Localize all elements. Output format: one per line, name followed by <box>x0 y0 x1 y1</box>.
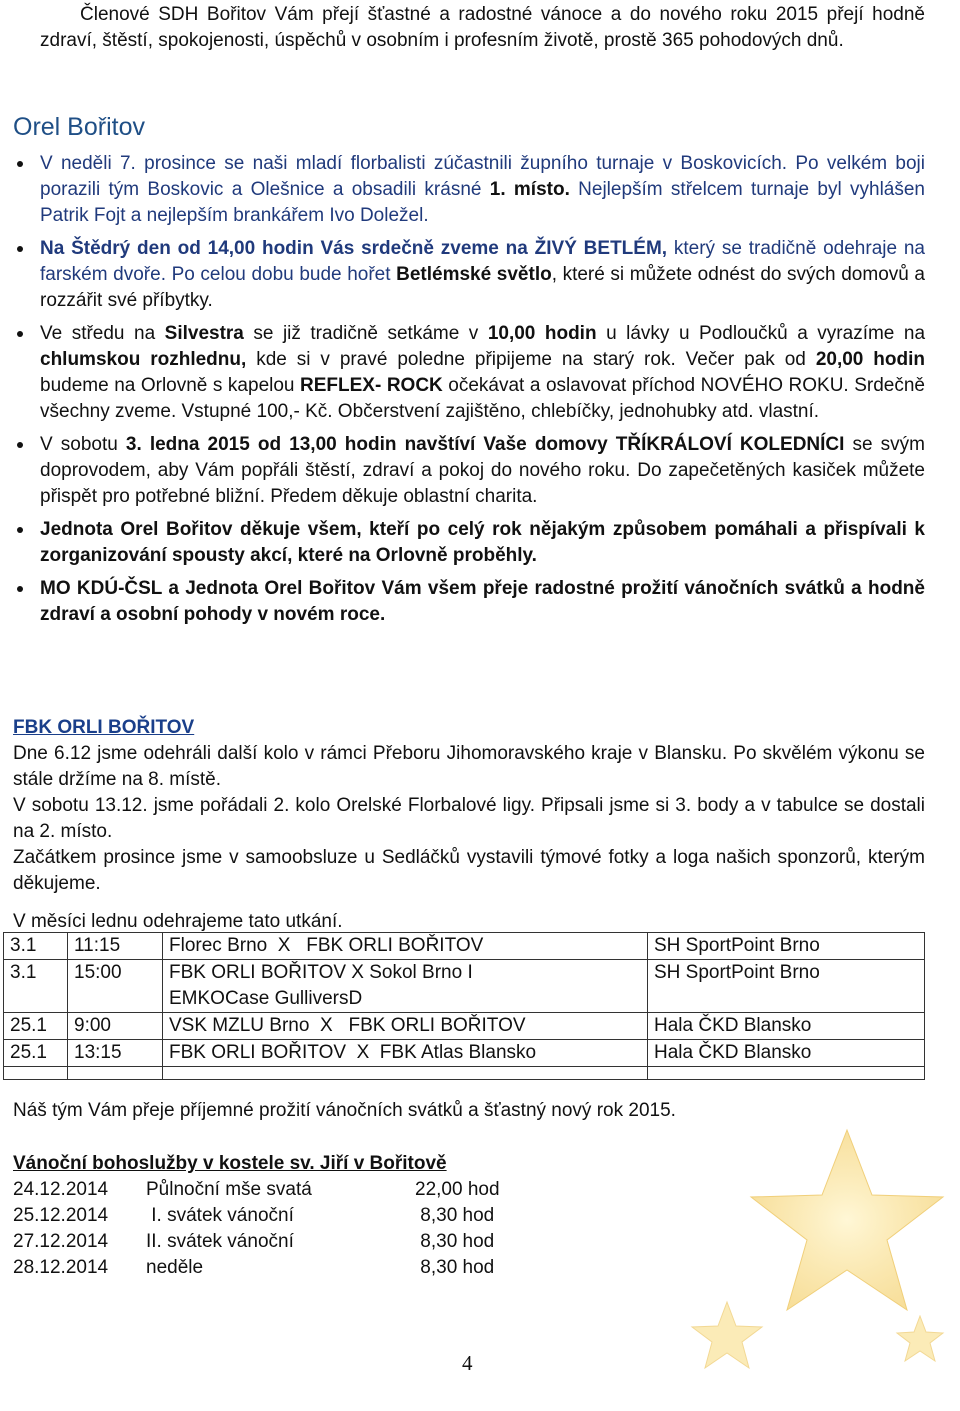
list-item: Jednota Orel Bořitov děkuje všem, kteří po celý rok nějakým způsobem pomáhali a přispívali k zorganizování spousty akcí, které na Orlovně proběhly. <box>40 517 925 569</box>
fbk-paragraph: Dne 6.12 jsme odehráli další kolo v rámci Přeboru Jihomoravského kraje v Blansku. Po skvělém výkonu se stále držíme na 8. místě. <box>13 743 925 790</box>
table-row-empty <box>4 1067 925 1080</box>
table-row <box>4 1013 925 1040</box>
table-row <box>4 960 925 1013</box>
match-time: 15:00 <box>68 960 163 1013</box>
match-date: 25.1 <box>4 1013 68 1040</box>
page-number: 4 <box>462 1351 473 1375</box>
mass-heading: Vánoční bohoslužby v kostele sv. Jiří v Bořitově <box>13 1153 447 1174</box>
list-item: MO KDÚ-ČSL a Jednota Orel Bořitov Vám všem přeje radostné prožití vánočních svátků a hodně zdraví a osobní pohody v novém roce. <box>40 576 925 628</box>
match-date: 3.1 <box>4 933 68 960</box>
match-venue: SH SportPoint Brno <box>648 960 925 1013</box>
match-teams: FBK ORLI BOŘITOV X Sokol Brno I EMKOCase GulliversD <box>163 960 648 1013</box>
mass-schedule <box>13 1177 613 1281</box>
fbk-paragraph: V sobotu 13.12. jsme pořádali 2. kolo Orelské Florbalové ligy. Připsali jsme si 3. body a v tabulce se dostali na 2. místo. <box>13 795 925 842</box>
mass-row: 25.12.2014 I. svátek vánoční 8,30 hod <box>13 1205 495 1226</box>
match-time: 13:15 <box>68 1040 163 1067</box>
match-teams: FBK ORLI BOŘITOV X FBK Atlas Blansko <box>163 1040 648 1067</box>
list-item: V sobotu 3. ledna 2015 od 13,00 hodin navštíví Vaše domovy TŘÍKRÁLOVÍ KOLEDNÍCI se svým doprovodem, aby Vám popřáli štěstí, zdraví a pokoj do nového roku. Do zapečetěných kasiček můžete přispět pro potřebné bližní. Předem děkuje oblastní charita. <box>40 432 925 510</box>
match-venue: Hala ČKD Blansko <box>648 1013 925 1040</box>
orel-heading: Orel Bořitov <box>13 113 145 141</box>
mass-row: 27.12.2014 II. svátek vánoční 8,30 hod <box>13 1231 495 1252</box>
list-item: Ve středu na Silvestra se již tradičně setkáme v 10,00 hodin u lávky u Podloučků a vyrazíme na chlumskou rozhlednu, kde si v pravé poledne připijeme na starý rok. Večer pak od 20,00 hodin budeme na Orlovně s kapelou REFLEX- ROCK očekávat a oslavovat příchod NOVÉHO ROKU. Srdečně všechny zveme. Vstupné 100,- Kč. Občerstvení zajištěno, chlebíčky, jednohubky atd. vlastní. <box>40 321 925 425</box>
mass-row: 24.12.2014 Půlnoční mše svatá 22,00 hod <box>13 1179 500 1200</box>
table-row <box>4 1040 925 1067</box>
matches-table <box>3 932 925 1080</box>
match-date: 25.1 <box>4 1040 68 1067</box>
small-star-icon <box>690 1300 765 1370</box>
small-star-icon <box>895 1315 945 1363</box>
match-venue: SH SportPoint Brno <box>648 933 925 960</box>
table-row <box>4 933 925 960</box>
match-teams: Florec Brno X FBK ORLI BOŘITOV <box>163 933 648 960</box>
list-item: V neděli 7. prosince se naši mladí florbalisti zúčastnili župního turnaje v Boskovicích. Po velkém boji porazili tým Boskovic a Olešnice a obsadili krásné 1. místo. Nejlepším střelcem turnaje byl vyhlášen Patrik Fojt a nejlepším brankářem Ivo Doležel. <box>40 151 925 229</box>
match-time: 9:00 <box>68 1013 163 1040</box>
fbk-greeting: Náš tým Vám přeje příjemné prožití vánočních svátků a šťastný nový rok 2015. <box>13 1100 676 1121</box>
fbk-paragraph: Začátkem prosince jsme v samoobsluze u Sedláčků vystavili týmové fotky a loga našich sponzorů, kterým děkujeme. <box>13 847 925 894</box>
fbk-heading: FBK ORLI BOŘITOV <box>13 717 195 738</box>
intro-paragraph: Členové SDH Bořitov Vám přejí šťastné a radostné vánoce a do nového roku 2015 přejí hodně zdraví, štěstí, spokojenosti, úspěchů v osobním i profesním životě, prostě 365 pohodových dnů. <box>40 4 925 51</box>
match-teams: VSK MZLU Brno X FBK ORLI BOŘITOV <box>163 1013 648 1040</box>
list-item: Na Štědrý den od 14,00 hodin Vás srdečně zveme na ŽIVÝ BETLÉM, který se tradičně odehraje na farském dvoře. Po celou dobu bude hořet Betlémské světlo, které si můžete odnést do svých domovů a rozzářit své příbytky. <box>40 236 925 314</box>
orel-list <box>40 151 925 628</box>
christmas-star-icon <box>745 1125 950 1315</box>
fbk-text <box>13 741 925 935</box>
match-venue: Hala ČKD Blansko <box>648 1040 925 1067</box>
match-date: 3.1 <box>4 960 68 1013</box>
mass-row: 28.12.2014 neděle 8,30 hod <box>13 1257 495 1278</box>
match-time: 11:15 <box>68 933 163 960</box>
fbk-paragraph: V měsíci lednu odehrajeme tato utkání. <box>13 911 343 932</box>
